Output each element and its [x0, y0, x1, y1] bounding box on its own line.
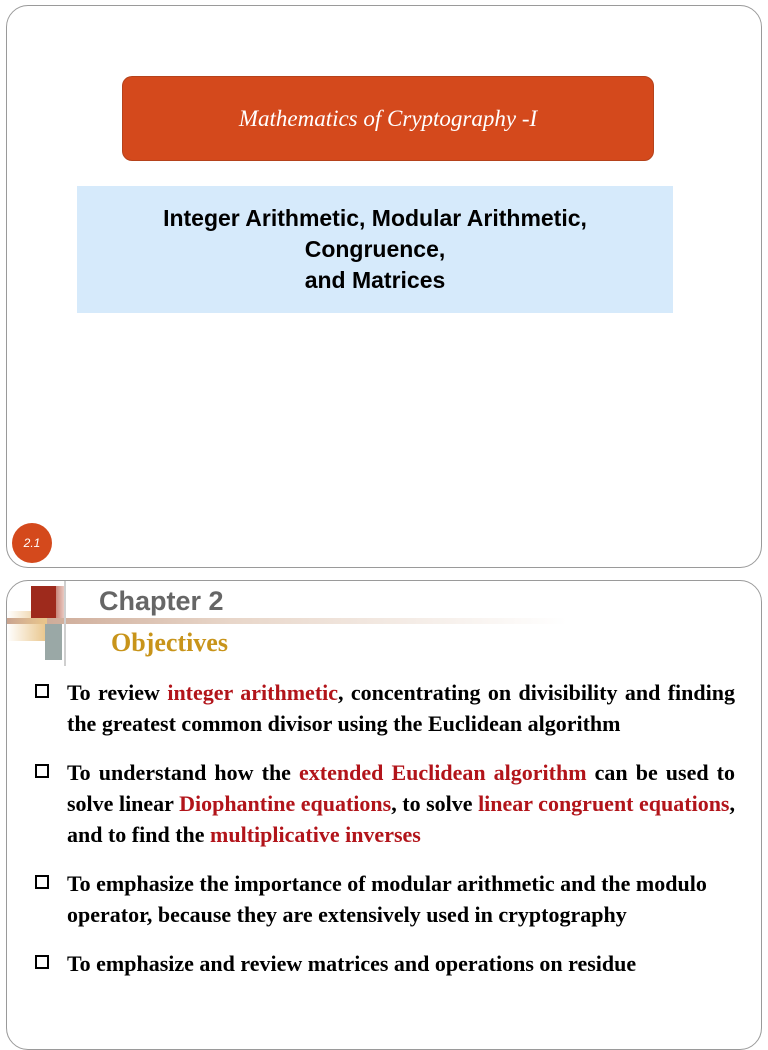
bullet-highlight: Diophantine equations	[179, 791, 392, 816]
bullet-text: To emphasize and review matrices and operations on residue	[67, 951, 637, 976]
checkbox-bullet-icon	[35, 955, 49, 969]
subtitle-line-3: and Matrices	[304, 267, 446, 293]
checkbox-bullet-icon	[35, 684, 49, 698]
decorative-vertical-line	[64, 581, 66, 666]
bullet-text: , and to find the	[67, 791, 735, 847]
bullet-highlight: integer arithmetic	[167, 680, 339, 705]
slide-1	[6, 5, 762, 568]
list-item	[35, 948, 735, 979]
bullet-text: To understand how the	[67, 760, 300, 785]
decorative-gray-block	[45, 624, 62, 660]
decorative-bar	[7, 618, 567, 624]
decorative-red-block	[31, 586, 56, 618]
title-banner: Mathematics of Cryptography -I	[122, 76, 654, 161]
subtitle-line-2: Congruence,	[304, 236, 446, 262]
checkbox-bullet-icon	[35, 875, 49, 889]
bullet-text: To review	[67, 680, 168, 705]
list-item	[35, 868, 735, 930]
objectives-list	[35, 677, 735, 997]
bullet-highlight: multiplicative inverses	[210, 822, 421, 847]
slide-number-badge: 2.1	[12, 523, 52, 563]
bullet-text: , concentrating on divisibility and finding the greatest common divisor using the Euclidean algorithm	[67, 680, 735, 736]
bullet-highlight: linear congruent equations	[478, 791, 730, 816]
objectives-heading: Objectives	[111, 628, 228, 657]
bullet-text: can be used to solve linear	[67, 760, 736, 816]
checkbox-bullet-icon	[35, 764, 49, 778]
list-item	[35, 757, 735, 850]
chapter-title: Chapter 2	[99, 586, 224, 616]
bullet-text: To emphasize the importance of modular arithmetic and the modulo operator, because they are extensively used in cryptography	[67, 871, 707, 927]
subtitle-line-1: Integer Arithmetic, Modular Arithmetic,	[163, 205, 587, 231]
bullet-highlight: extended Euclidean algorithm	[299, 760, 587, 785]
slide-2	[6, 580, 762, 1050]
subtitle-box	[77, 186, 673, 313]
bullet-text: , to solve	[391, 791, 479, 816]
list-item	[35, 677, 735, 739]
